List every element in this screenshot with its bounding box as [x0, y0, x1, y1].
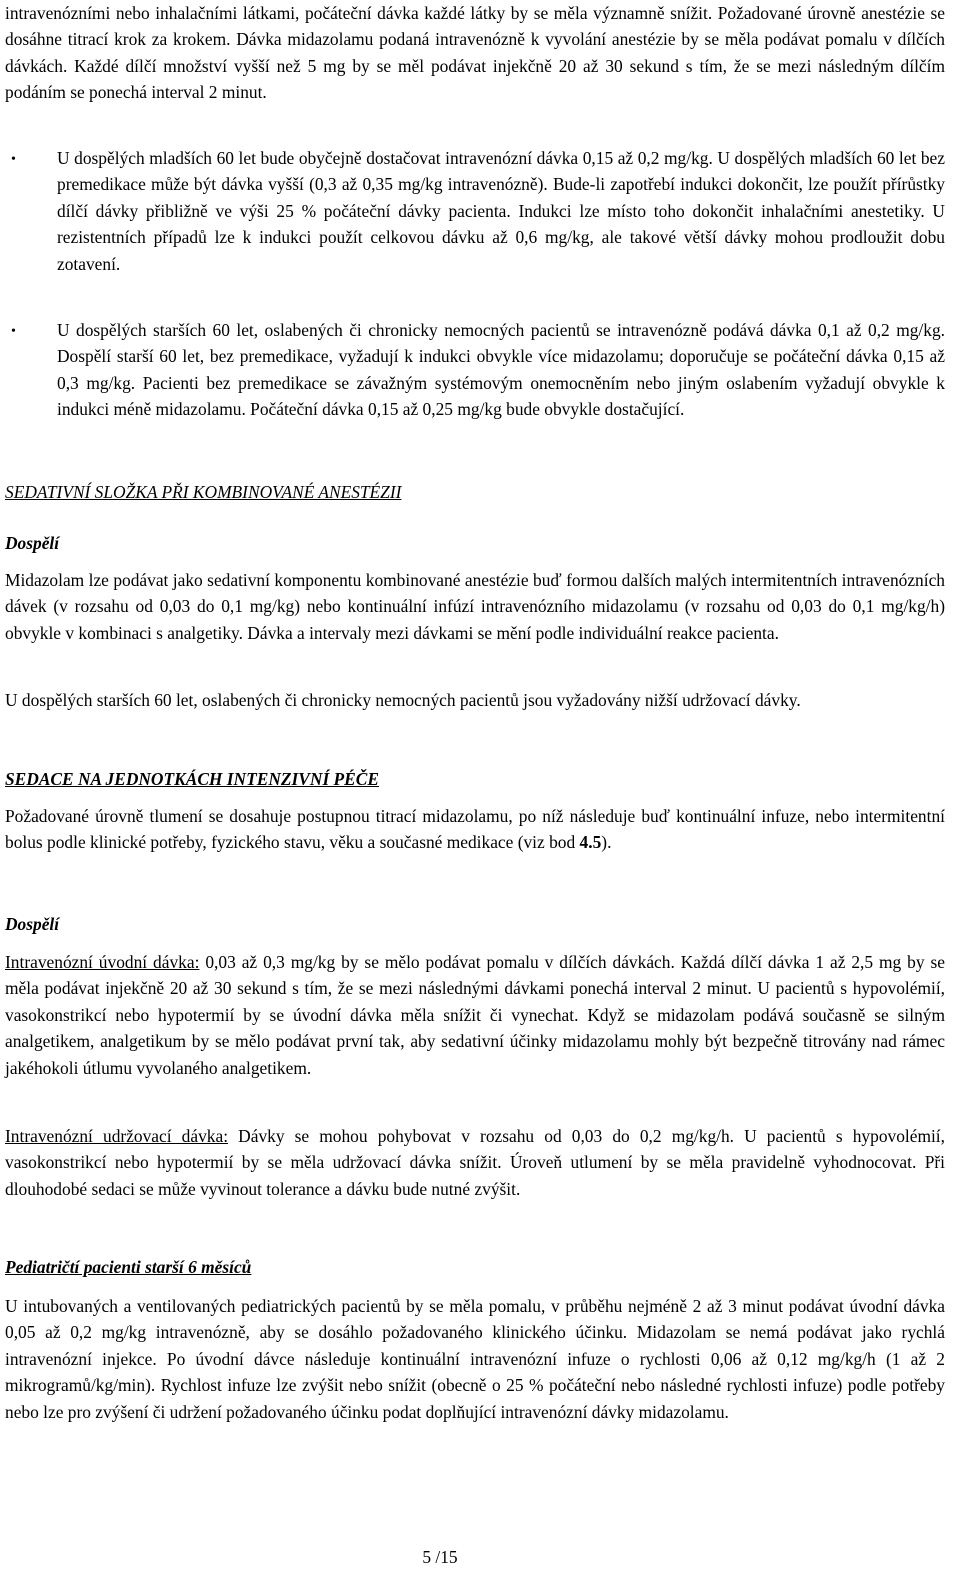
section-heading-sedative: SEDATIVNÍ SLOŽKA PŘI KOMBINOVANÉ ANESTÉZII — [5, 482, 402, 502]
maintenance-dose-label: Intravenózní udržovací dávka: — [5, 1126, 229, 1146]
bullet-marker: • — [11, 152, 16, 167]
loading-dose-text: 0,03 až 0,3 mg/kg by se mělo podávat pomalu v dílčích dávkách. Každá dílčí dávka 1 až 2,5 mg by se měla podávat injekčně 20 až 30 sekund s tím, že se mezi následnými dávkami ponechá interval 2 minut. U pacientů s hypovolémií, vasokonstrikcí nebo hypotermií by se úvodní dávka měla snížit či vynechat. Když se midazolam podává současně se silným analgetikem, analgetikum by se mělo podávat první tak, aby sedativní účinky midazolamu mohly být bezpečně titrovány nad rámec jakéhokoli útlumu vyvolaného analgetikem. — [5, 952, 945, 1078]
maintenance-dose-text: Dávky se mohou pohybovat v rozsahu od 0,03 do 0,2 mg/kg/h. U pacientů s hypovolémií, vasokonstrikcí nebo hypotermií by se měla udržovací dávka snížit. Úroveň utlumení by se měla pravidelně vyhodnocovat. Při dlouhodobé sedaci se může vyvinout tolerance a dávku bude nutné zvýšit. — [5, 1126, 945, 1199]
icu-intro-text: Požadované úrovně tlumení se dosahuje postupnou titrací midazolamu, po níž následuje buď kontinuální infuze, nebo intermitentní bolus podle klinické potřeby, fyzického stavu, věku a současné medikace (viz bod — [5, 806, 945, 853]
intro-paragraph: intravenózními nebo inhalačními látkami, počáteční dávka každé látky by se měla významně snížit. Požadované úrovně anestézie se dosáhne titrací krok za krokem. Dávka midazolamu podaná intravenózně k vyvolání anestézie by se měla podávat pomalu v dílčích dávkách. Každé dílčí množství vyšší než 5 mg by se měl podávat injekčně 20 až 30 sekund s tím, že se mezi následným dílčím podáním se ponechá interval 2 minut. — [5, 3, 945, 103]
icu-intro-end: ). — [601, 832, 612, 853]
loading-dose-paragraph — [5, 949, 945, 1081]
subheading-adults: Dospělí — [5, 533, 60, 553]
loading-dose-label: Intravenózní úvodní dávka: — [5, 952, 200, 972]
sedative-paragraph-1: Midazolam lze podávat jako sedativní komponentu kombinované anestézie buď formou dalších malých intermitentních intravenózních dávek (v rozsahu od 0,03 do 0,1 mg/kg) nebo kontinuální infúzí intravenózního midazolamu (v rozsahu od 0,03 do 0,1 mg/kg/h) obvykle v kombinaci s analgetiky. Dávka a intervaly mezi dávkami se mění podle individuální reakce pacienta. — [5, 570, 945, 643]
bullet-marker: • — [11, 324, 16, 339]
page-number: 5 /15 — [422, 1547, 458, 1567]
icu-intro-paragraph — [5, 803, 945, 856]
sedative-paragraph-2: U dospělých starších 60 let, oslabených či chronicky nemocných pacientů jsou vyžadovány nižší udržovací dávky. — [5, 690, 801, 710]
section-reference: 4.5 — [579, 832, 602, 853]
subheading-pediatric: Pediatričtí pacienti starší 6 měsíců — [5, 1257, 252, 1277]
subheading-adults-icu: Dospělí — [5, 914, 60, 934]
bullet-paragraph-under-60: U dospělých mladších 60 let bude obyčejně dostačovat intravenózní dávka 0,15 až 0,2 mg/kg. U dospělých mladších 60 let bez premedikace může být dávka vyšší (0,3 až 0,35 mg/kg intravenózně). Bude-li zapotřebí indukci dokončit, lze použít přírůstky dílčí dávky přibližně ve výši 25 % počáteční dávky pacienta. Indukci lze místo toho dokončit inhalačními anestetiky. U rezistentních případů lze k indukci použít celkovou dávku až 0,6 mg/kg, ale takové větší dávky mohou prodloužit dobu zotavení. — [57, 148, 945, 274]
pediatric-paragraph: U intubovaných a ventilovaných pediatrických pacientů by se měla pomalu, v průběhu nejméně 2 až 3 minut podávat úvodní dávka 0,05 až 0,2 mg/kg intravenózně, aby se dosáhlo požadovaného klinického účinku. Midazolam se nemá podávat jako rychlá intravenózní injekce. Po úvodní dávce následuje kontinuální intravenózní infuze o rychlosti 0,06 až 0,12 mg/kg/h (1 až 2 mikrogramů/kg/min). Rychlost infuze lze zvýšit nebo snížit (obecně o 25 % počáteční nebo následné rychlosti infuze) podle potřeby nebo lze pro zvýšení či udržení požadovaného účinku podat doplňující intravenózní dávky midazolamu. — [5, 1296, 945, 1422]
maintenance-dose-paragraph — [5, 1123, 945, 1202]
bullet-paragraph-over-60: U dospělých starších 60 let, oslabených či chronicky nemocných pacientů se intravenózně podává dávka 0,1 až 0,2 mg/kg. Dospělí starší 60 let, bez premedikace, vyžadují k indukci obvykle více midazolamu; doporučuje se počáteční dávka 0,15 až 0,3 mg/kg. Pacienti bez premedikace se závažným systémovým onemocněním nebo jiným oslabením vyžadují obvykle k indukci méně midazolamu. Počáteční dávka 0,15 až 0,25 mg/kg bude obvykle dostačující. — [57, 320, 945, 420]
section-heading-icu: SEDACE NA JEDNOTKÁCH INTENZIVNÍ PÉČE — [5, 769, 379, 789]
